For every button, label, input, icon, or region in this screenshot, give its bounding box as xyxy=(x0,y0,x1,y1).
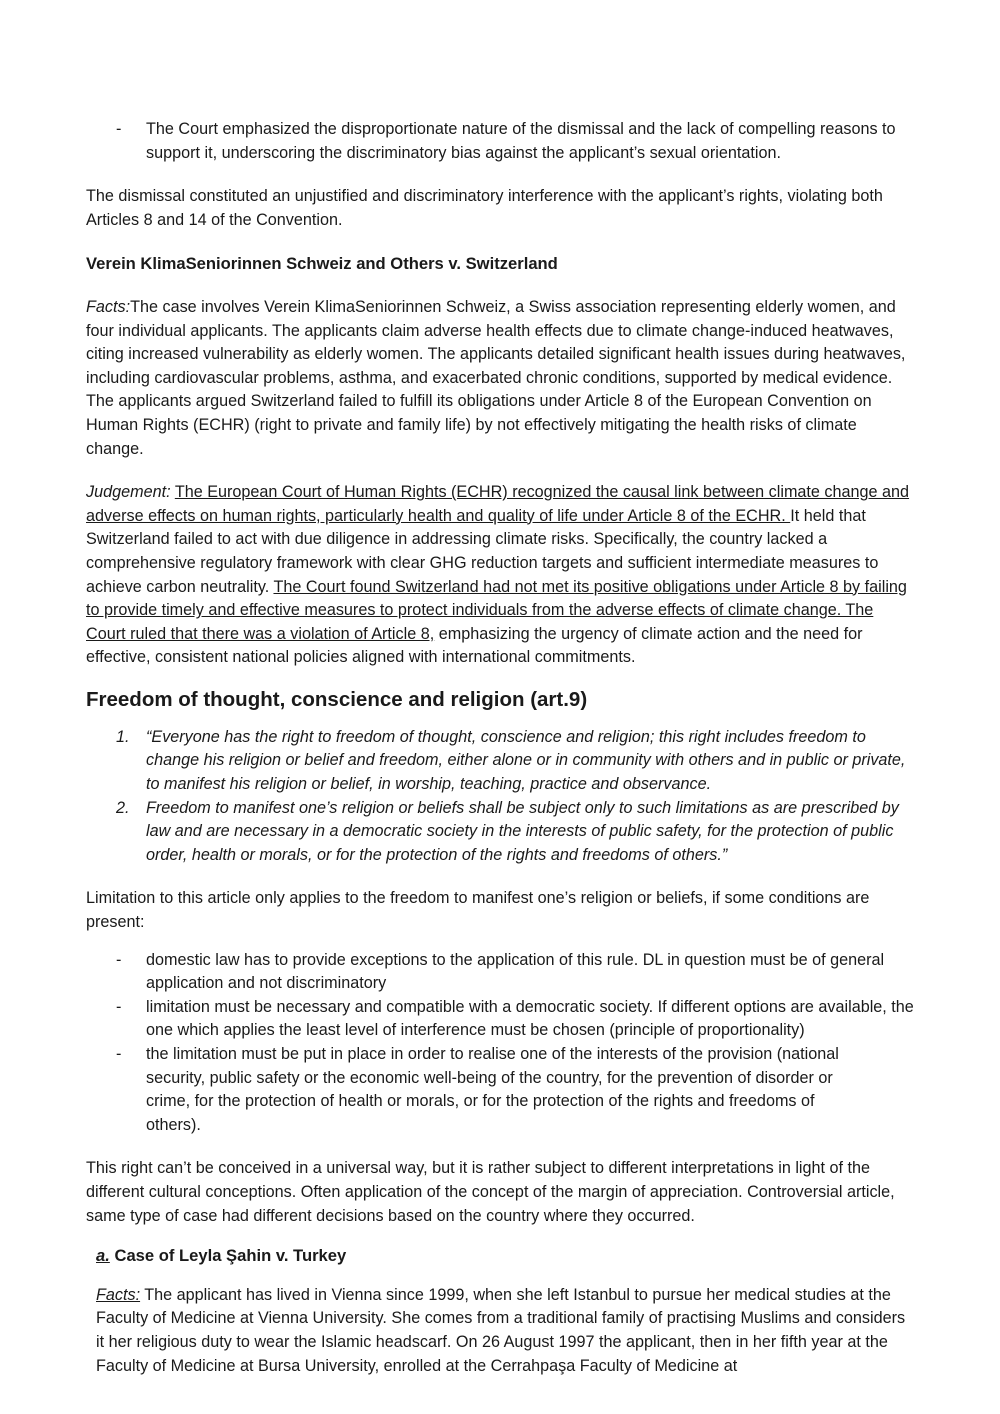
provision-number: 1. xyxy=(116,727,130,746)
facts-label: Facts: xyxy=(86,297,131,316)
limitation-intro: Limitation to this article only applies to the freedom to manifest one’s religion or beliefs, if some conditions are present: xyxy=(86,889,870,932)
judgement-underlined-3: The Court found Switzerland had not met its positive obligations under Article 8 by failing to provide timely and effective measures to protect individuals from the adverse effects of climate change. The Court ruled that there was a violation of Article 8, xyxy=(86,577,907,643)
sahin-facts-paragraph xyxy=(86,1284,916,1378)
article9-provisions-list xyxy=(86,726,916,868)
klima-facts-paragraph xyxy=(86,296,916,461)
article9-heading: Freedom of thought, conscience and religion (art.9) xyxy=(86,687,588,711)
intro-bullet-list xyxy=(86,118,916,165)
provision-number: 2. xyxy=(116,798,130,817)
list-item: - the limitation must be put in place in order to realise one of the interests of the provision (national security, public safety or the economic well-being of the country, for the prevention of disorder or crime, for the protection of health or morals, or for the protection of the rights and freedoms of others). xyxy=(86,1043,916,1137)
klima-case-heading: Verein KlimaSeniorinnen Schweiz and Others v. Switzerland xyxy=(86,254,558,274)
document-page xyxy=(86,118,916,1378)
judgement-label: Judgement: xyxy=(86,483,171,502)
judgement-underlined-1: The European Court of Human Rights (ECHR) recognized the causal link between climate change and adverse effects on human rights, particularly health and quality of life under Article 8 of the ECHR. xyxy=(86,483,910,525)
facts-text: The applicant has lived in Vienna since 1999, when she left Istanbul to pursue her medical studies at the Faculty of Medicine at Vienna University. She comes from a traditional family of practising Muslims and considers it her religious duty to wear the Islamic headscarf. On 26 August 1997 the applicant, then in her fifth year at the Faculty of Medicine at Bursa University, enrolled at the Cerrahpaşa Faculty of Medicine at xyxy=(96,1285,906,1375)
list-item: - limitation must be necessary and compatible with a democratic society. If different options are available, the one which applies the least level of interference must be chosen (principle of proportionality) xyxy=(86,996,916,1043)
universality-paragraph: This right can’t be conceived in a universal way, but it is rather subject to different interpretations in light of the different cultural conceptions. Often application of the concept of the margin of appreciation. Controversial article, same type of case had different decisions based on the country where they occurred. xyxy=(86,1159,895,1225)
sahin-case-heading xyxy=(86,1244,916,1268)
list-item xyxy=(86,726,916,797)
provision-text: “Everyone has the right to freedom of thought, conscience and religion; this right includes freedom to change his religion or belief and freedom, either alone or in community with others and in public or private, to manifest his religion or belief, in worship, teaching, practice and observance. xyxy=(146,727,906,794)
list-item: - The Court emphasized the disproportionate nature of the dismissal and the lack of compelling reasons to support it, underscoring the discriminatory bias against the applicant’s sexual orientation. xyxy=(86,118,916,165)
case-letter: a. xyxy=(96,1246,110,1266)
list-item: - domestic law has to provide exceptions to the application of this rule. DL in question must be of general application and not discriminatory xyxy=(86,949,916,996)
list-item xyxy=(86,797,916,868)
judgement-text-4: emphasizing the urgency of climate action and the need for effective, consistent national policies aligned with international commitments. xyxy=(86,624,863,667)
conditions-list xyxy=(86,949,916,1138)
dismissal-paragraph: The dismissal constituted an unjustified and discriminatory interference with the applicant’s rights, violating both Articles 8 and 14 of the Convention. xyxy=(86,187,883,229)
facts-label: Facts: xyxy=(96,1285,141,1304)
provision-text: Freedom to manifest one’s religion or beliefs shall be subject only to such limitations as are prescribed by law and are necessary in a democratic society in the interests of public safety, for the protection of public order, health or morals, or for the protection of the rights and freedoms of others.” xyxy=(146,798,899,864)
klima-judgement-paragraph xyxy=(86,481,916,670)
judgement-text-2: It held that Switzerland failed to act with due diligence in addressing climate risks. Specifically, the country lacked a comprehensive regulatory framework with clear GHG reduction targets and sufficient intermediate measures to achieve carbon neutrality. xyxy=(86,506,879,596)
facts-text: The case involves Verein KlimaSeniorinnen Schweiz, a Swiss association representing elderly women, and four individual applicants. The applicants claim adverse health effects due to climate change-induced heatwaves, citing increased vulnerability as elderly women. The applicants detailed significant health issues during heatwaves, including cardiovascular problems, asthma, and exacerbated chronic conditions, supported by medical evidence. The applicants argued Switzerland failed to fulfill its obligations under Article 8 of the European Convention on Human Rights (ECHR) (right to private and family life) by not effectively mitigating the health risks of climate change. xyxy=(86,297,906,458)
case-title: Case of Leyla Şahin v. Turkey xyxy=(109,1246,347,1266)
